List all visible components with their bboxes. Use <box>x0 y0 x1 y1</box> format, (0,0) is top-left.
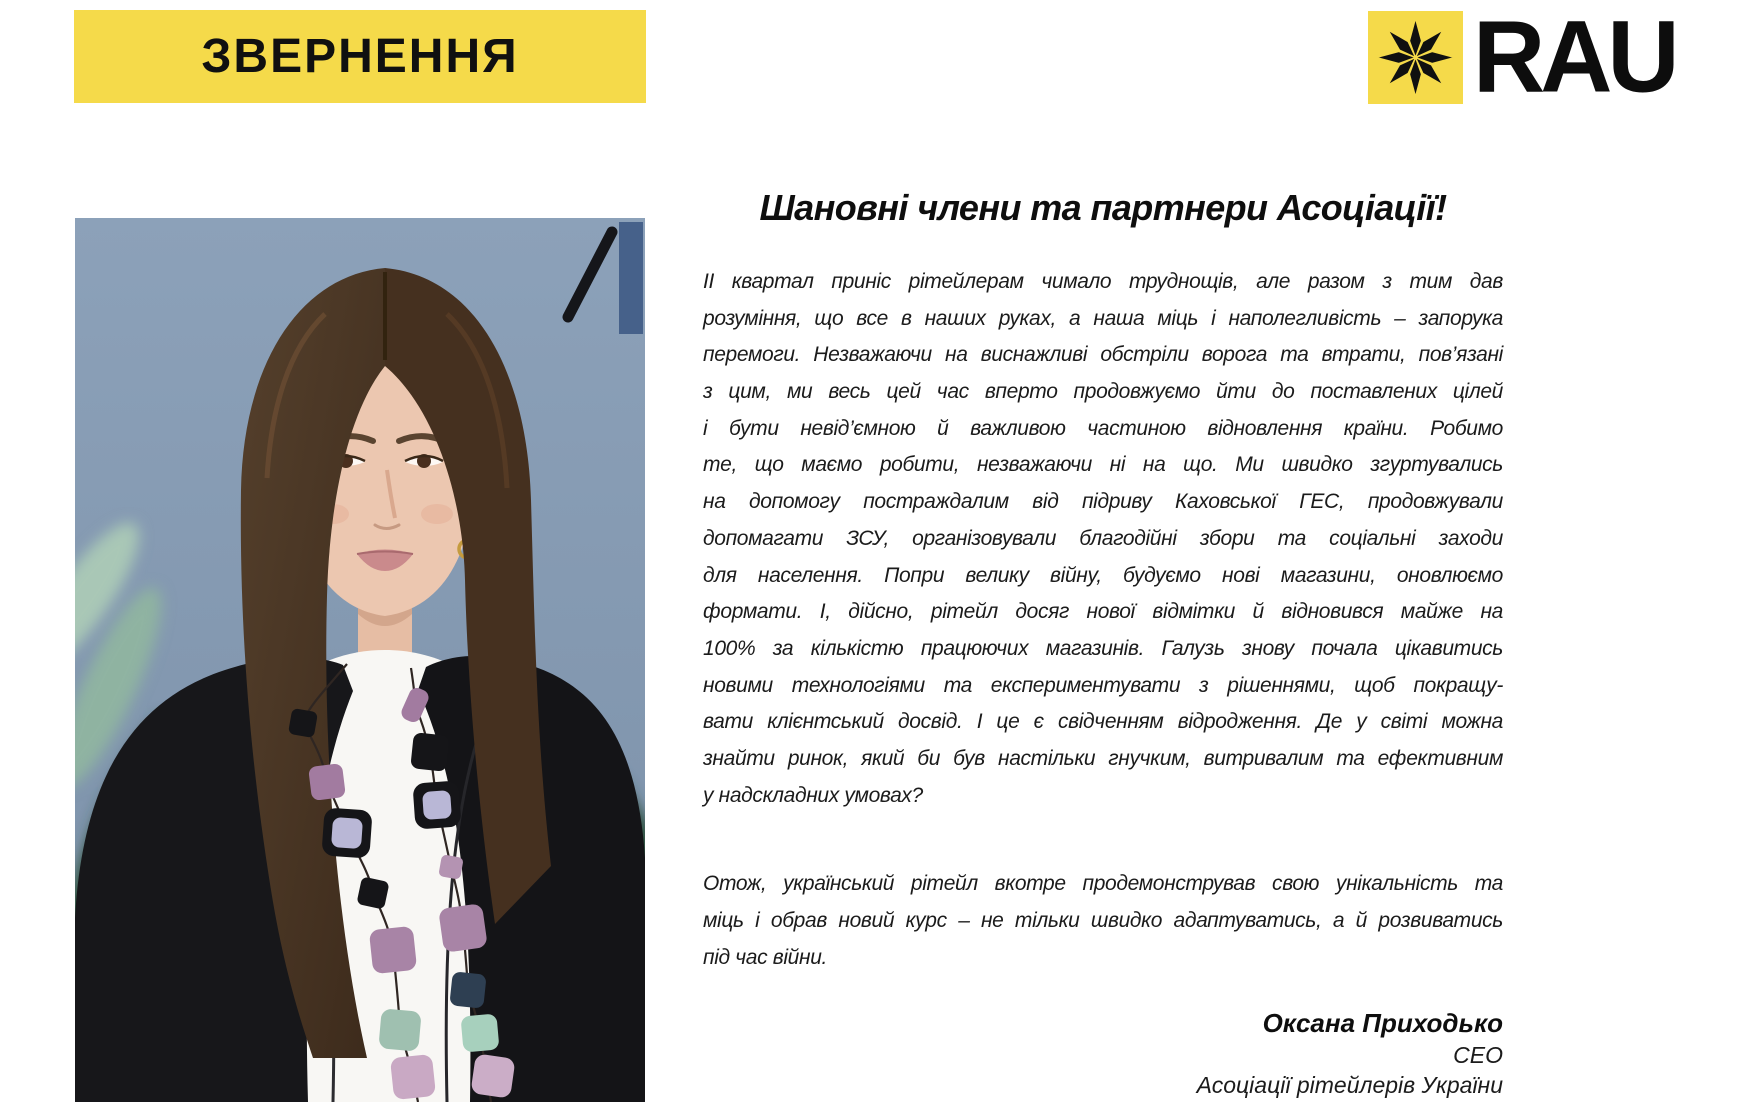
text-line: у надскладних умовах? <box>703 783 923 807</box>
article-heading: Шановні члени та партнери Асоціації! <box>759 187 1447 228</box>
signature-block <box>703 1006 1503 1100</box>
rau-logo <box>1368 0 1675 115</box>
address-article <box>703 186 1503 1100</box>
section-banner-label: ЗВЕРНЕННЯ <box>201 30 519 83</box>
text-line: на допомогу постраждалим від підриву Каховської ГЕС, продовжували <box>703 490 1503 514</box>
paragraph-1 <box>703 264 1503 814</box>
text-line: і бути невід’ємною й важливою частиною відновлення країни. Робимо <box>703 416 1503 440</box>
portrait-photo <box>75 218 645 1102</box>
signature-organization: Асоціації рітейлерів України <box>1196 1072 1503 1099</box>
paragraph-2 <box>703 866 1503 976</box>
text-line: 100% за кількістю працюючих магазинів. Галузь знову почала цікавитись <box>703 636 1503 660</box>
text-line: знайти ринок, який би був настільки гнучким, витривалим та ефективним <box>703 746 1503 770</box>
text-line: допомагати ЗСУ, організовували благодійні збори та соціальні заходи <box>703 526 1503 550</box>
section-banner <box>74 10 646 103</box>
text-line: міць і обрав новий курс – не тільки швидко адаптуватись, а й розвиватись <box>703 909 1503 932</box>
text-line: розуміння, що все в наших руках, а наша міць і наполегливість – запорука <box>703 306 1503 330</box>
text-line: під час війни. <box>703 945 828 969</box>
signature-name: Оксана Приходько <box>1262 1008 1503 1039</box>
text-line: для населення. Попри велику війну, будуємо нові магазини, оновлюємо <box>703 563 1503 587</box>
text-line: новими технологіями та експериментувати з рішеннями, щоб покращу- <box>703 673 1503 697</box>
text-line: з цим, ми весь цей час вперто продовжуємо йти до поставлених цілей <box>703 380 1503 404</box>
signature-role: CEO <box>1453 1042 1503 1069</box>
text-line: перемоги. Незважаючи на виснажливі обстріли ворога та втрати, пов’язані <box>703 343 1503 367</box>
text-line: Отож, український рітейл вкотре продемонстрував свою унікальність та <box>703 872 1503 896</box>
text-line: те, що маємо робити, незважаючи ні на що. Ми швидко згуртувались <box>703 453 1503 477</box>
eight-pointed-star-icon <box>1368 11 1463 104</box>
text-line: формати. І, дійсно, рітейл досяг нової відмітки й відновився майже на <box>703 600 1503 624</box>
text-line: вати клієнтський досвід. І це є свідченням відродження. Де у світі можна <box>703 710 1503 734</box>
text-line: ІІ квартал приніс рітейлерам чимало труднощів, але разом з тим дав <box>703 270 1503 293</box>
rau-logo-text: RAU <box>1473 0 1675 115</box>
